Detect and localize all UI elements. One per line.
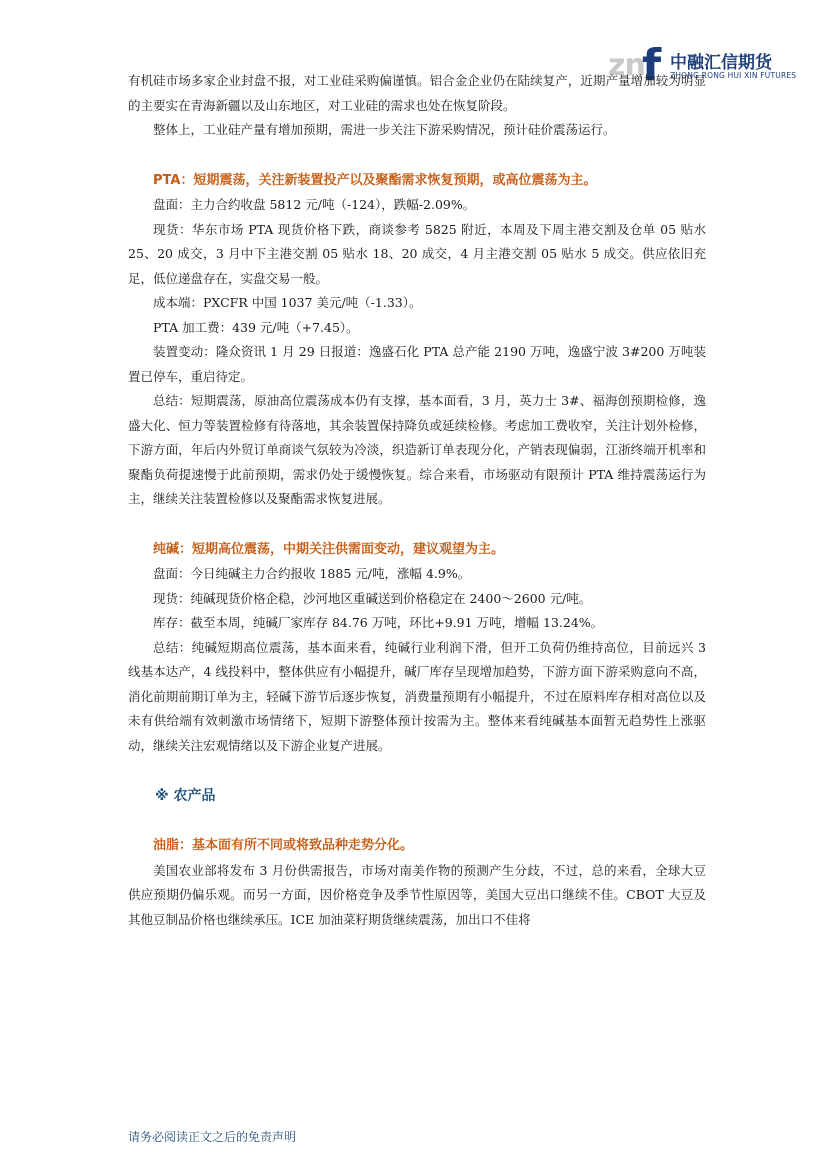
pta-device-change: 装置变动：隆众资讯 1 月 29 日报道：逸盛石化 PTA 总产能 2190 万吨，逸盛宁波 3#200 万吨装置已停车，重启待定。 <box>128 344 706 384</box>
soda-summary: 总结：纯碱短期高位震荡，基本面来看，纯碱行业利润下滑，但开工负荷仍维持高位，目前远兴 3 线基本达产，4 线投料中，整体供应有小幅提升，碱厂库存呈现增加趋势，下游方面下游采购意向不高，消化前期前期订单为主，轻碱下游节后逐步恢复，消费量预期有小幅提升，不过在原料库存相对高位以及未有供给端有效刺激市场情绪下，短期下游整体预计按需为主。整体来看纯碱基本面暂无趋势性上涨驱动，继续关注宏观情绪以及下游企业复产进展。 <box>128 639 706 753</box>
logo-chinese-name: 中融汇信期货 <box>670 53 772 73</box>
logo-f-mark: f <box>642 40 662 91</box>
pta-processing-fee: PTA 加工费：439 元/吨（+7.45）。 <box>153 319 359 335</box>
report-body <box>128 69 706 932</box>
pta-summary: 总结：短期震荡，原油高位震荡成本仍有支撑，基本面看，3 月，英力士 3#、福海创预期检修，逸盛大化、恒力等装置检修有待落地，其余装置保持降负或延续检修。考虑加工费收窄，关注计划外检修，下游方面，年后内外贸订单商谈气氛较为冷淡，织造新订单表现分化，产销表现偏弱，江浙终端开机率和聚酯负荷提速慢于此前预期，需求仍处于缓慢恢复。综合来看，市场驱动有限预计 PTA 维持震荡运行为主，继续关注装置检修以及聚酯需求恢复进展。 <box>128 393 706 506</box>
logo-zn-mark: zn <box>608 48 645 83</box>
soda-heading: 纯碱：短期高位震荡，中期关注供需面变动，建议观望为主。 <box>153 541 505 557</box>
disclaimer-footer: 请务必阅读正文之后的免责声明 <box>128 1130 297 1144</box>
agri-section-title: ※ 农产品 <box>155 788 216 804</box>
pta-spot: 现货：华东市场 PTA 现货价格下跌，商谈参考 5825 附近，本周及下周主港交割及仓单 05 贴水 25、20 成交，3 月中下主港交割 05 贴水 18、20 成交，4 月主港交割 05 贴水 5 成交。供应依旧充足，低位递盘存在，实盘交易一般。 <box>128 221 706 286</box>
silicon-paragraph-2: 整体上，工业硅产量有增加预期，需进一步关注下游采购情况，预计硅价震荡运行。 <box>153 122 616 137</box>
pta-cost: 成本端：PXCFR 中国 1037 美元/吨（-1.33）。 <box>153 295 422 310</box>
pta-heading: PTA：短期震荡，关注新装置投产以及聚酯需求恢复预期，或高位震荡为主。 <box>153 172 597 188</box>
soda-inventory: 库存：截至本周，纯碱厂家库存 84.76 万吨，环比+9.91 万吨，增幅 13.24%。 <box>153 615 604 630</box>
oil-paragraph-1: 美国农业部将发布 3 月份供需报告，市场对南美作物的预测产生分歧，不过，总的来看，全球大豆供应预期仍偏乐观。而另一方面，因价格竞争及季节性原因等，美国大豆出口继续不佳。CBOT 大豆及其他豆制品价格也继续承压。ICE 加油菜籽期货继续震荡，加出口不佳将 <box>128 862 706 927</box>
silicon-paragraph-1: 有机硅市场多家企业封盘不报，对工业硅采购偏谨慎。铝合金企业仍在陆续复产，近期产量增加较为明显的主要实在青海新疆以及山东地区，对工业硅的需求也处在恢复阶段。 <box>128 73 706 113</box>
soda-spot: 现货：纯碱现货价格企稳，沙河地区重碱送到价格稳定在 2400～2600 元/吨。 <box>153 590 592 606</box>
oil-heading: 油脂：基本面有所不同或将致品种走势分化。 <box>153 838 414 853</box>
logo-english-name: ZHONG RONG HUI XIN FUTURES <box>670 71 797 80</box>
pta-futures: 盘面：主力合约收盘 5812 元/吨（-124），跌幅-2.09%。 <box>153 197 476 212</box>
soda-futures: 盘面：今日纯碱主力合约报收 1885 元/吨，涨幅 4.9%。 <box>153 566 471 581</box>
